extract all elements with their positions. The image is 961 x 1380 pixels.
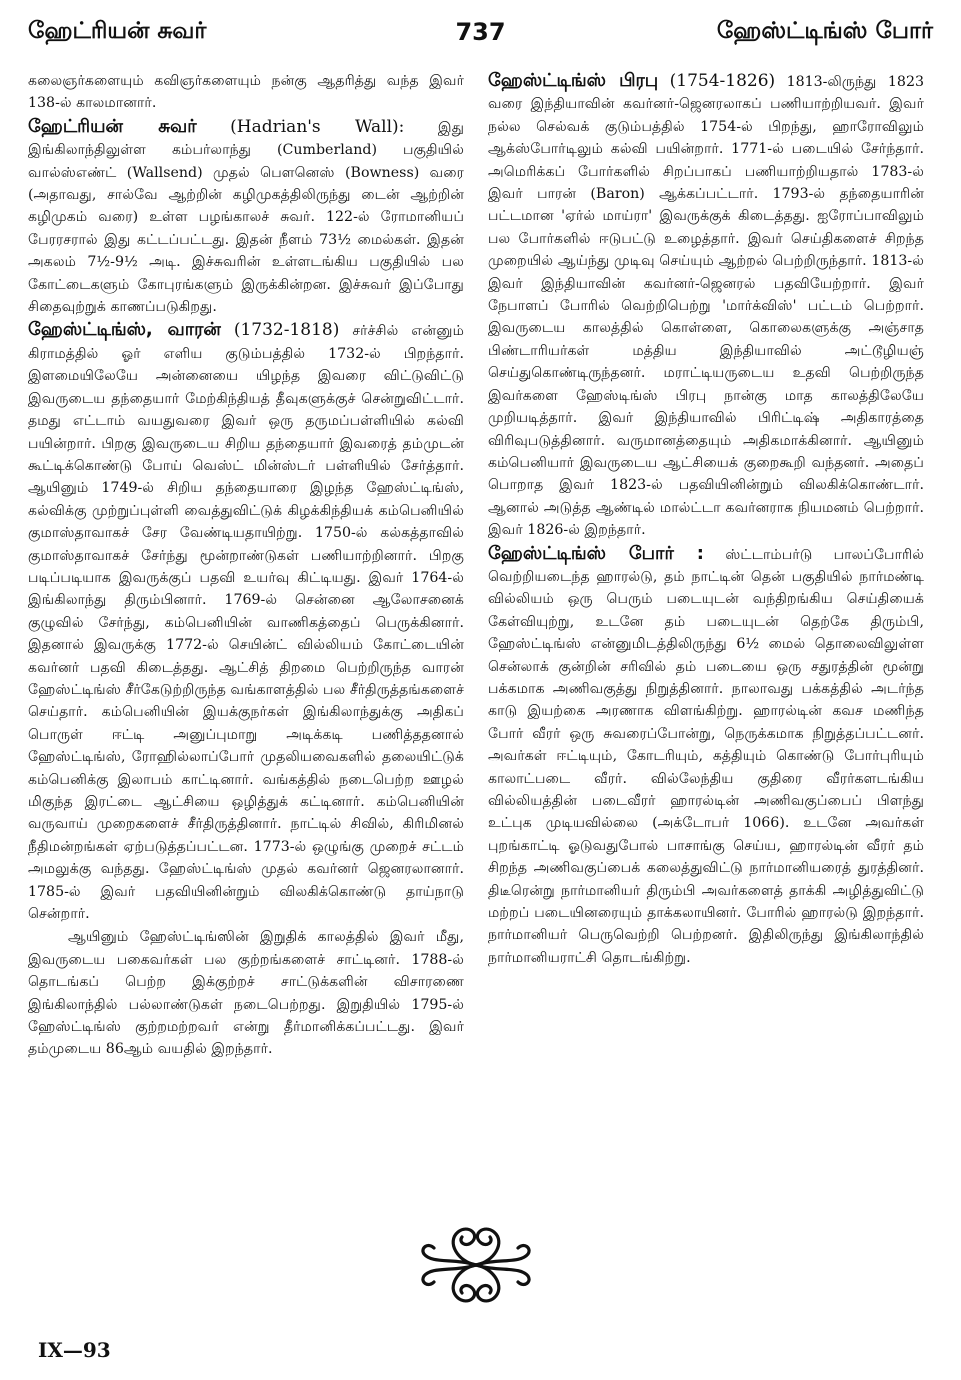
entry-body: ஸ்ட்டாம்பர்டு பாலப்போரில் வெற்றியடைந்த ஹாரல்டு, தம் நாட்டின் தென் பகுதியில் நார்மண்டி வில்லியம் ஒரு பெரும் படையுடன் வந்திறங்கிய செய்தியைக் கேள்வியுற்று, உடனே தம் படையுடன் தெற்கே திரும்பி, ஹேஸ்ட்டிங்ஸ் என்னுமிடத்திலிருந்து 6½ மைல் தொலைவிலுள்ள சென்லாக் குன்றின் சரிவில் தம் படையை ஒரு சதுரத்தின் மூன்று பக்கமாக அணிவகுத்து நிறுத்தினார். நாலாவது பக்கத்தில் அடர்ந்த காடு இயற்கை அரணாக விளங்கிற்று. ஹாரல்டின் கவச மணிந்த போர் வீரர் ஒரு சுவரைப்போன்று, நெருக்கமாக நிறுத்தப்பட்டனர். அவர்கள் ஈட்டியும், கோடரியும், கத்தியும் கொண்டு போர்புரியும் காலாட்படை வீரர். வில்லேந்திய குதிரை வீரர்களடங்கிய வில்லியத்தின் படைவீரர் ஹாரல்டின் அணிவகுப்பைப் பிளந்து உட்புக முடியவில்லை (அக்டோபர் 1066). உடனே அவர்கள் புறங்காட்டி ஓடுவதுபோல் பாசாங்கு செய்ய, ஹாரல்டின் வீரர் தம் சிறந்த அணிவகுப்பைக் கலைத்துவிட்டு நார்மானியரைத் துரத்தினர். திடீரென்று நார்மானியர் திரும்பி அவர்களைத் தாக்கி அழித்துவிட்டு மற்றப் படையினரையும் தாக்கலாயினர். போரில் ஹாரல்டு இறந்தார். நார்மானியர் பெருவெற்றி பெற்றனர். இதிலிருந்து இங்கிலாந்தில் நார்மானியராட்சி தொடங்கிற்று. bbox=[488, 546, 924, 966]
entry-body: இது இங்கிலாந்திலுள்ள கம்பர்லாந்து (Cumberland) பகுதியில் வால்ஸ்எண்ட் (Wallsend) முதல் பௌனெஸ் (Bowness) வரை (அதாவது, சால்வே ஆற்றின் கழிமுகத்திலிருந்து டைன் ஆற்றின் கழிமுகம் வரை) உள்ள பழங்காலச் சுவர். 122-ல் ரோமானியப் பேரரசரால் இது கட்டப்பட்டது. இதன் நீளம் 73½ மைல்கள். இதன் அகலம் 7½-9½ அடி. இச்சுவரின் உள்ளடங்கிய பகுதியில் பல கோட்டைகளும் கோபுரங்களும் இருக்கின்றன. இச்சுவர் இப்போது சிதைவுற்றுக் காணப்படுகிறது. bbox=[28, 119, 465, 316]
entry-english-name: (Hadrian's Wall): bbox=[230, 116, 405, 137]
page-number: 737 bbox=[455, 18, 506, 46]
entry-body: 1813-லிருந்து 1823 வரை இந்தியாவின் கவர்னர்-ஜெனரலாகப் பணியாற்றியவர். இவர் நல்ல செல்வக் குடும்பத்தில் 1754-ல் பிறந்து, ஹாரோவிலும் ஆக்ஸ்போர்டிலும் கல்வி பயின்றார். 1771-ல் படையில் சேர்ந்தார். அமெரிக்கப் போர்களில் சிறப்பாகப் பணியாற்றியதால் 1783-ல் இவர் பாரன் (Baron) ஆக்கப்பட்டார். 1793-ல் தந்தையாரின் பட்டமான 'ஏர்ல் மாய்ரா' இவருக்குக் கிடைத்தது. ஐரோப்பாவிலும் பல போர்களில் ஈடுபட்டு உழைத்தார். இவர் செய்திகளைச் சிறந்த முறையில் ஆய்ந்து முடிவு செய்யும் ஆற்றல் பெற்றிருந்தார். 1813-ல் இவர் இந்தியாவின் கவர்னர்-ஜெனரல் பதவியேற்றார். இவர் நேபாளப் போரில் வெற்றிபெற்று 'மார்க்விஸ்' பட்டம் பெற்றார். இவருடைய காலத்தில் கொள்ளை, கொலைகளுக்கு அஞ்சாத பிண்டாரியர்கள் மத்திய இந்தியாவில் அட்டூழியஞ் செய்துகொண்டிருந்தனர். மராட்டியருடைய உதவி பெற்றிருந்த இவர்களை ஹேஸ்டிங்ஸ் பிரபு நான்கு மாத காலத்திலேயே முறியடித்தார். இவர் இந்தியாவில் பிரிட்டிஷ் அதிகாரத்தை விரிவுபடுத்தினார். வருமானத்தையும் அதிகமாக்கினார். ஆயினும் கம்பெனியார் இவருடைய ஆட்சியைக் குறைகூறி வந்தனர். அதைப் பொறாத இவர் 1823-ல் பதவியினின்றும் விலகிக்கொண்டார். ஆனால் அடுத்த ஆண்டில் மால்ட்டா கவர்னராக நியமனம் பெற்றார். இவர் 1826-ல் இறந்தார். bbox=[488, 74, 924, 539]
running-head-left: ஹேட்ரியன் சுவர் bbox=[28, 18, 207, 44]
entry-title: ஹேஸ்ட்டிங்ஸ் பிரபு bbox=[488, 70, 659, 91]
entry-title: ஹேஸ்ட்டிங்ஸ், வாரன் bbox=[28, 319, 221, 341]
entry-hadrians-wall bbox=[28, 116, 464, 319]
right-column bbox=[488, 70, 924, 969]
entry-years: (1732-1818) bbox=[233, 320, 340, 341]
entry-battle-of-hastings bbox=[488, 543, 924, 970]
signature-mark: IX—93 bbox=[38, 1338, 111, 1362]
continued-paragraph: கலைஞர்களையும் கவிஞர்களையும் நன்கு ஆதரித்து வந்த இவர் 138-ல் காலமானார். bbox=[28, 73, 464, 112]
left-column bbox=[28, 70, 464, 1061]
entry-lord-hastings bbox=[488, 70, 924, 542]
decorative-ornament-icon bbox=[418, 1222, 534, 1308]
entry-body: சர்ச்சில் என்னும் கிராமத்தில் ஓர் எளிய குடும்பத்தில் 1732-ல் பிறந்தார். இளமையிலேயே அன்னையை யிழந்த இவரை விட்டுவிட்டு இவருடைய தந்தையார் மேற்கிந்தியத் தீவுகளுக்குச் சென்றுவிட்டார். தமது எட்டாம் வயதுவரை இவர் ஒரு தருமப்பள்ளியில் கல்வி பயின்றார். பிறகு இவருடைய சிறிய தந்தையார் இவரைத் தம்முடன் கூட்டிக்கொண்டு போய் வெஸ்ட் மின்ஸ்டர் பள்ளியில் சேர்த்தார். ஆயினும் 1749-ல் சிறிய தந்தையாரை இழந்த ஹேஸ்ட்டிங்ஸ், கல்விக்கு முற்றுப்புள்ளி வைத்துவிட்டுக் கிழக்கிந்தியக் கம்பெனியில் குமாஸ்தாவாகச் சேர வேண்டியதாயிற்று. 1750-ல் கல்கத்தாவில் குமாஸ்தாவாகச் சேர்ந்து மூன்றாண்டுகள் பணியாற்றினார். பிறகு படிப்படியாக இவருக்குப் பதவி உயர்வு கிட்டியது. இவர் 1764-ல் இங்கிலாந்து திரும்பினார். 1769-ல் சென்னை ஆலோசனைக் குழுவில் சேர்ந்து, கம்பெனியின் வாணிகத்தைப் பெருக்கினார். இதனால் இவருக்கு 1772-ல் செயின்ட் வில்லியம் கோட்டையின் கவர்னர் பதவி கிடைத்தது. ஆட்சித் திறமை பெற்றிருந்த வாரன் ஹேஸ்ட்டிங்ஸ் சீர்கேடுற்றிருந்த வங்காளத்தில் பல சீர்திருத்தங்களைச் செய்தார். கம்பெனியின் இயக்குநர்கள் இங்கிலாந்துக்கு அதிகப் பொருள் ஈட்டி அனுப்புமாறு அடிக்கடி பணித்ததனால் ஹேஸ்ட்டிங்ஸ், ரோஹில்லாப்போர் முதலியவைகளில் தலையிட்டுக் கம்பெனிக்கு இலாபம் காட்டினார். வங்கத்தில் நடைபெற்ற ஊழல் மிகுந்த இரட்டை ஆட்சியை ஒழித்துக் கட்டினார். கம்பெனியின் வருவாய் முறைகளைச் சீர்திருத்தினார். நாட்டில் சிவில், கிரிமினல் நீதிமன்றங்கள் ஏற்படுத்தப்பட்டன. 1773-ல் ஒழுங்கு முறைச் சட்டம் அமலுக்கு வந்தது. ஹேஸ்ட்டிங்ஸ் முதல் கவர்னர் ஜெனரலானார். 1785-ல் இவர் பதவியினின்றும் விலகிக்கொண்டு தாய்நாடு சென்றார். bbox=[28, 323, 464, 923]
entry-title: ஹேஸ்ட்டிங்ஸ் போர் : bbox=[488, 542, 704, 564]
entry-title: ஹேட்ரியன் சுவர் bbox=[28, 115, 197, 137]
entry-years: (1754-1826) bbox=[669, 71, 776, 91]
running-head-right: ஹேஸ்ட்டிங்ஸ் போர் bbox=[716, 18, 933, 44]
entry-warren-hastings bbox=[28, 319, 464, 925]
page-header bbox=[28, 14, 933, 54]
entry-warren-hastings-continued: ஆயினும் ஹேஸ்ட்டிங்ஸின் இறுதிக் காலத்தில் இவர் மீது, இவருடைய பகைவர்கள் பல குற்றங்களைச் சாட்டினர். 1788-ல் தொடங்கப் பெற்ற இக்குற்றச் சாட்டுக்களின் விசாரணை இங்கிலாந்தில் பல்லாண்டுகள் நடைபெற்றது. இறுதியில் 1795-ல் ஹேஸ்ட்டிங்ஸ் குற்றமற்றவர் என்று தீர்மானிக்கப்பட்டது. இவர் தம்முடைய 86ஆம் வயதில் இறந்தார். bbox=[28, 929, 464, 1058]
